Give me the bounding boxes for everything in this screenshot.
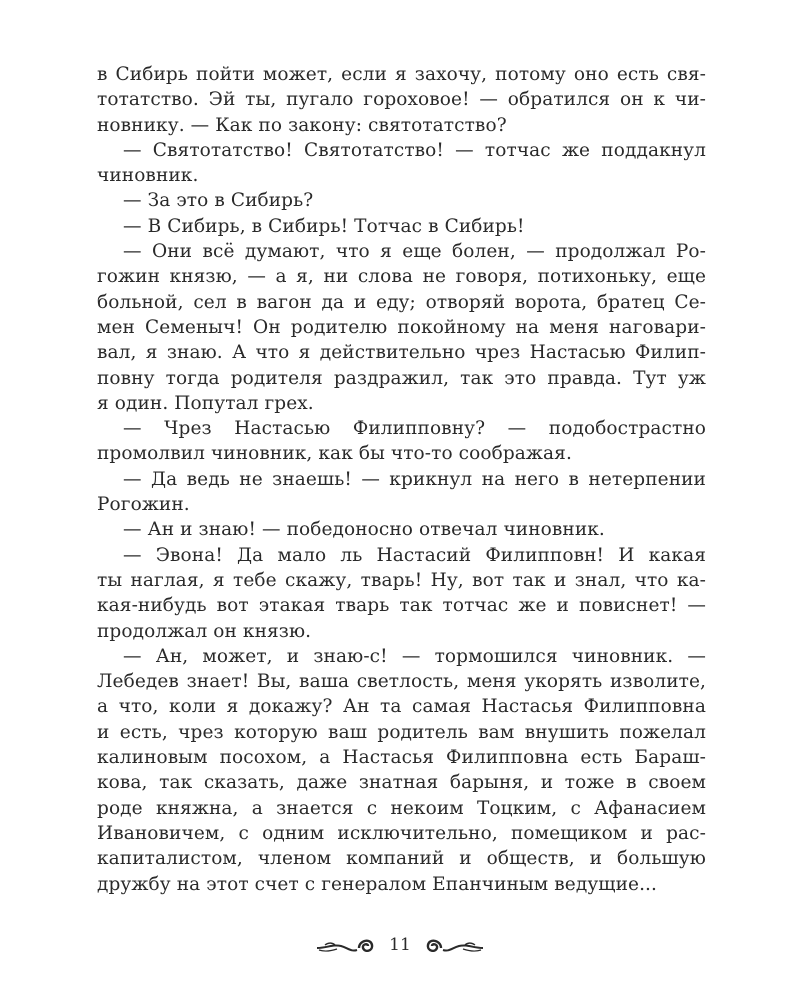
text-line: — Ан и знаю! — победоносно отвечал чиновник. (123, 519, 605, 541)
text-line: вал, я знаю. А что я действительно чрез Настасью Филип- (97, 342, 706, 364)
text-line: калиновым посохом, а Настасья Филипповна есть Бараш- (97, 747, 706, 769)
text-line: Ивановичем, с одним исключительно, помещиком и рас- (97, 822, 706, 844)
text-line: — Они всё думают, что я еще болен, — продолжал Ро- (123, 241, 706, 263)
text-line: — Чрез Настасью Филипповну? — подобострастно (123, 418, 706, 440)
text-line: продолжал он князю. (97, 620, 312, 642)
text-line: Рогожин. (97, 494, 190, 516)
text-line: в Сибирь пойти может, если я захочу, потому оно есть свя- (97, 64, 706, 85)
text-line: и есть, чрез которую ваш родитель вам внушить пожелал (97, 721, 706, 743)
text-line: — Да ведь не знаешь! — крикнул на него в нетерпении (123, 468, 706, 490)
text-line: — Ан, может, и знаю-с! — тормошился чиновник. — (123, 645, 706, 667)
text-line: мен Семеныч! Он родителю покойному на меня наговари- (97, 316, 706, 338)
text-line: — За это в Сибирь? (123, 190, 314, 212)
text-line: чиновник. (97, 165, 199, 187)
text-line: — Святотатство! Святотатство! — тотчас же поддакнул (123, 139, 706, 161)
body-text (97, 62, 706, 897)
scroll-flourish-left-icon (315, 934, 377, 956)
text-line: больной, сел в вагон да и еду; отворяй ворота, братец Се- (97, 291, 706, 313)
text-line: новнику. — Как по закону: святотатство? (97, 114, 507, 136)
text-line: повну тогда родителя раздражил, так это правда. Тут уж (97, 367, 706, 389)
scroll-flourish-right-icon (423, 934, 485, 956)
text-line: тотатство. Эй ты, пугало гороховое! — обратился он к чи- (97, 89, 706, 111)
text-line: ты наглая, я тебе скажу, тварь! Ну, вот так и знал, что ка- (97, 569, 706, 591)
text-line: кая-нибудь вот этакая тварь так тотчас же и повиснет! — (97, 595, 706, 617)
page-footer (0, 928, 800, 962)
text-line: я один. Попутал грех. (97, 392, 314, 414)
text-line: а что, коли я докажу? Ан та самая Настасья Филипповна (97, 696, 706, 718)
text-line: роде княжна, а знается с некоим Тоцким, с Афанасием (97, 797, 706, 819)
text-line: дружбу на этот счет с генералом Епанчиным ведущие... (97, 873, 658, 895)
text-line: — В Сибирь, в Сибирь! Тотчас в Сибирь! (123, 215, 525, 237)
text-line: кова, так сказать, даже знатная барыня, и тоже в своем (97, 772, 706, 794)
text-line: — Эвона! Да мало ль Настасий Филипповн! И какая (123, 544, 706, 566)
page-number: 11 (389, 935, 411, 955)
text-line: Лебедев знает! Вы, ваша светлость, меня укорять изволите, (97, 671, 706, 693)
text-line: промолвил чиновник, как бы что-то соображая. (97, 443, 572, 465)
text-line: капиталистом, членом компаний и обществ, и большую (97, 848, 706, 870)
text-line: гожин князю, — а я, ни слова не говоря, потихоньку, еще (97, 266, 706, 288)
